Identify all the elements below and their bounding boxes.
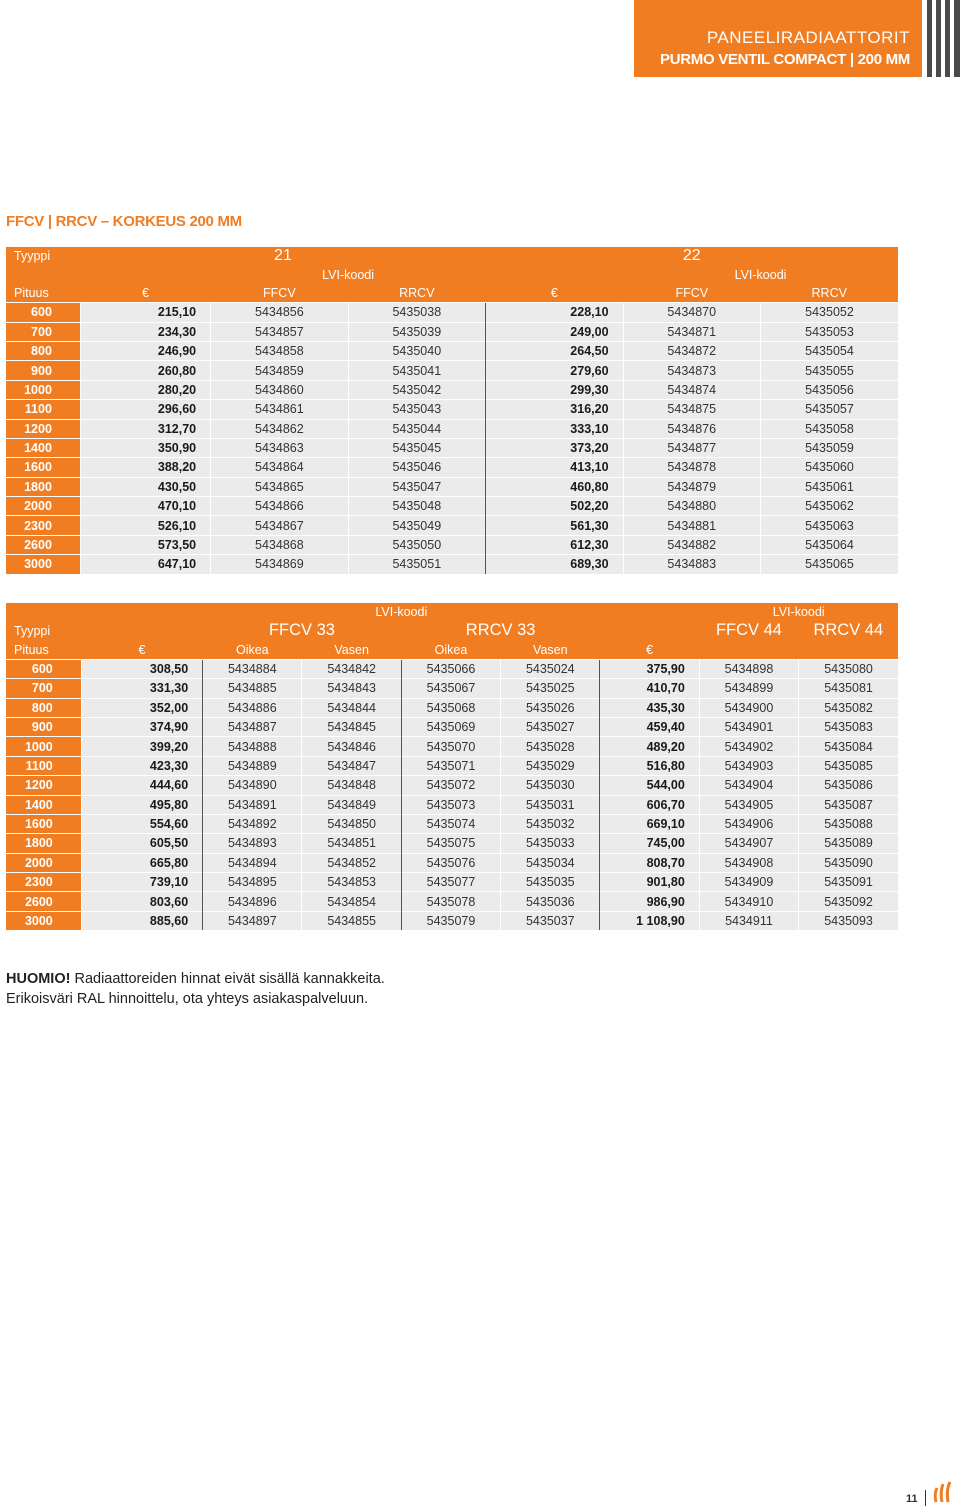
row-lvi-code: 5434856	[211, 303, 348, 322]
row-length: 800	[6, 341, 80, 360]
row-price: 234,30	[80, 322, 210, 341]
table2-type-label: Tyyppi	[6, 621, 81, 640]
row-lvi-code: 5434876	[623, 419, 760, 438]
row-lvi-code: 5434888	[203, 737, 302, 756]
row-lvi-code: 5434892	[203, 814, 302, 833]
row-price: 215,10	[80, 303, 210, 322]
row-lvi-code: 5435048	[348, 497, 485, 516]
row-lvi-code: 5434880	[623, 497, 760, 516]
row-lvi-code: 5434843	[302, 679, 401, 698]
table-row	[6, 814, 898, 833]
table2-euro-b: €	[600, 640, 699, 659]
row-price: 647,10	[80, 555, 210, 574]
row-lvi-code: 5434895	[203, 873, 302, 892]
note-line2: Erikoisväri RAL hinnoittelu, ota yhteys asiakaspalveluun.	[6, 991, 369, 1007]
row-price: 502,20	[486, 497, 623, 516]
table1-header-type	[6, 247, 898, 265]
table1-length-label: Pituus	[6, 284, 80, 303]
row-lvi-code: 5434896	[203, 892, 302, 911]
row-length: 700	[6, 322, 80, 341]
row-lvi-code: 5434898	[699, 659, 798, 678]
row-lvi-code: 5435051	[348, 555, 485, 574]
row-lvi-code: 5435044	[348, 419, 485, 438]
table1-ffcv-b: FFCV	[623, 284, 760, 303]
row-lvi-code: 5434890	[203, 776, 302, 795]
row-price: 312,70	[80, 419, 210, 438]
table-row	[6, 535, 898, 554]
table-row	[6, 322, 898, 341]
header-stripes-decoration	[927, 0, 960, 77]
row-length: 3000	[6, 911, 81, 930]
row-lvi-code: 5434847	[302, 756, 401, 775]
row-price: 808,70	[600, 853, 699, 872]
row-lvi-code: 5435085	[799, 756, 898, 775]
row-price: 350,90	[80, 438, 210, 457]
table1-euro-a: €	[80, 284, 210, 303]
row-price: 516,80	[600, 756, 699, 775]
row-lvi-code: 5435061	[761, 477, 899, 496]
row-lvi-code: 5434872	[623, 341, 760, 360]
row-lvi-code: 5434910	[699, 892, 798, 911]
row-price: 399,20	[81, 737, 202, 756]
row-lvi-code: 5434902	[699, 737, 798, 756]
row-lvi-code: 5434882	[623, 535, 760, 554]
row-price: 430,50	[80, 477, 210, 496]
row-price: 316,20	[486, 400, 623, 419]
table-row	[6, 892, 898, 911]
row-lvi-code: 5435090	[799, 853, 898, 872]
row-lvi-code: 5435045	[348, 438, 485, 457]
row-lvi-code: 5435027	[501, 717, 600, 736]
row-lvi-code: 5435062	[761, 497, 899, 516]
row-lvi-code: 5434879	[623, 477, 760, 496]
row-price: 388,20	[80, 458, 210, 477]
row-price: 444,60	[81, 776, 202, 795]
row-lvi-code: 5435078	[401, 892, 500, 911]
table-row	[6, 853, 898, 872]
row-lvi-code: 5434904	[699, 776, 798, 795]
table-row	[6, 516, 898, 535]
row-lvi-code: 5435063	[761, 516, 899, 535]
row-lvi-code: 5435066	[401, 659, 500, 678]
row-lvi-code: 5435080	[799, 659, 898, 678]
row-lvi-code: 5435073	[401, 795, 500, 814]
row-lvi-code: 5435059	[761, 438, 899, 457]
row-price: 249,00	[486, 322, 623, 341]
table2-vasen-a: Vasen	[302, 640, 401, 659]
row-lvi-code: 5435024	[501, 659, 600, 678]
row-lvi-code: 5434864	[211, 458, 348, 477]
price-table-33-44	[6, 603, 898, 930]
row-length: 1800	[6, 834, 81, 853]
table-row	[6, 400, 898, 419]
row-lvi-code: 5434859	[211, 361, 348, 380]
row-lvi-code: 5435039	[348, 322, 485, 341]
row-lvi-code: 5435089	[799, 834, 898, 853]
row-lvi-code: 5435081	[799, 679, 898, 698]
row-price: 803,60	[81, 892, 202, 911]
row-lvi-code: 5434908	[699, 853, 798, 872]
row-price: 435,30	[600, 698, 699, 717]
note-label: HUOMIO!	[6, 971, 71, 987]
row-lvi-code: 5434906	[699, 814, 798, 833]
note	[6, 969, 385, 1009]
row-lvi-code: 5435071	[401, 756, 500, 775]
row-lvi-code: 5435038	[348, 303, 485, 322]
row-lvi-code: 5434903	[699, 756, 798, 775]
row-lvi-code: 5435041	[348, 361, 485, 380]
row-lvi-code: 5434861	[211, 400, 348, 419]
row-lvi-code: 5435087	[799, 795, 898, 814]
row-lvi-code: 5434845	[302, 717, 401, 736]
row-price: 986,90	[600, 892, 699, 911]
header-banner	[634, 0, 922, 77]
row-lvi-code: 5435034	[501, 853, 600, 872]
row-lvi-code: 5435082	[799, 698, 898, 717]
row-lvi-code: 5435060	[761, 458, 899, 477]
row-lvi-code: 5435053	[761, 322, 899, 341]
row-lvi-code: 5435057	[761, 400, 899, 419]
row-price: 739,10	[81, 873, 202, 892]
row-lvi-code: 5435069	[401, 717, 500, 736]
row-price: 410,70	[600, 679, 699, 698]
row-lvi-code: 5435065	[761, 555, 899, 574]
row-lvi-code: 5434897	[203, 911, 302, 930]
row-lvi-code: 5435072	[401, 776, 500, 795]
row-length: 1000	[6, 380, 80, 399]
table-row	[6, 659, 898, 678]
row-lvi-code: 5434874	[623, 380, 760, 399]
row-lvi-code: 5434848	[302, 776, 401, 795]
row-lvi-code: 5434867	[211, 516, 348, 535]
header-category: PANEELIRADIAATTORIT	[706, 28, 910, 47]
row-lvi-code: 5434911	[699, 911, 798, 930]
row-price: 489,20	[600, 737, 699, 756]
table2-group-rrcv33: RRCV 33	[401, 621, 600, 640]
row-lvi-code: 5434866	[211, 497, 348, 516]
row-lvi-code: 5434885	[203, 679, 302, 698]
row-price: 526,10	[80, 516, 210, 535]
page-number: 11	[906, 1493, 918, 1505]
table-row	[6, 303, 898, 322]
row-lvi-code: 5434889	[203, 756, 302, 775]
row-lvi-code: 5434863	[211, 438, 348, 457]
row-lvi-code: 5434852	[302, 853, 401, 872]
row-lvi-code: 5434887	[203, 717, 302, 736]
row-lvi-code: 5435046	[348, 458, 485, 477]
row-lvi-code: 5435028	[501, 737, 600, 756]
row-length: 900	[6, 361, 80, 380]
row-price: 612,30	[486, 535, 623, 554]
row-price: 544,00	[600, 776, 699, 795]
row-length: 2000	[6, 853, 81, 872]
row-lvi-code: 5434883	[623, 555, 760, 574]
row-price: 296,60	[80, 400, 210, 419]
table-row	[6, 698, 898, 717]
row-lvi-code: 5435035	[501, 873, 600, 892]
table1-type-label: Tyyppi	[6, 247, 80, 265]
row-length: 2300	[6, 873, 81, 892]
row-lvi-code: 5434901	[699, 717, 798, 736]
row-lvi-code: 5435074	[401, 814, 500, 833]
brand-logo-icon	[933, 1480, 955, 1504]
row-lvi-code: 5434871	[623, 322, 760, 341]
table2-lvi-a: LVI-koodi	[203, 603, 600, 621]
row-price: 373,20	[486, 438, 623, 457]
row-lvi-code: 5435084	[799, 737, 898, 756]
row-price: 459,40	[600, 717, 699, 736]
table-row	[6, 717, 898, 736]
row-lvi-code: 5435067	[401, 679, 500, 698]
table2-header-type	[6, 621, 898, 640]
row-lvi-code: 5434870	[623, 303, 760, 322]
row-lvi-code: 5434909	[699, 873, 798, 892]
table-row	[6, 873, 898, 892]
row-length: 1000	[6, 737, 81, 756]
table1-header-cols	[6, 284, 898, 303]
table2-group-rrcv44: RRCV 44	[799, 621, 898, 640]
row-lvi-code: 5434907	[699, 834, 798, 853]
row-lvi-code: 5434858	[211, 341, 348, 360]
row-lvi-code: 5435058	[761, 419, 899, 438]
table-row	[6, 341, 898, 360]
row-lvi-code: 5434899	[699, 679, 798, 698]
row-lvi-code: 5435077	[401, 873, 500, 892]
table2-lvi-b: LVI-koodi	[699, 603, 898, 621]
row-lvi-code: 5435056	[761, 380, 899, 399]
table1-ffcv-a: FFCV	[211, 284, 348, 303]
row-price: 554,60	[81, 814, 202, 833]
table2-oikea-b: Oikea	[401, 640, 500, 659]
price-table-21-22	[6, 247, 898, 574]
table2-header-cols	[6, 640, 898, 659]
row-lvi-code: 5435088	[799, 814, 898, 833]
row-lvi-code: 5435079	[401, 911, 500, 930]
row-lvi-code: 5435047	[348, 477, 485, 496]
row-price: 413,10	[486, 458, 623, 477]
row-lvi-code: 5435076	[401, 853, 500, 872]
section-title: FFCV | RRCV – KORKEUS 200 MM	[6, 213, 242, 230]
row-length: 2600	[6, 535, 80, 554]
table2-header-lvi	[6, 603, 898, 621]
row-lvi-code: 5435029	[501, 756, 600, 775]
row-lvi-code: 5434868	[211, 535, 348, 554]
row-price: 260,80	[80, 361, 210, 380]
table-row	[6, 458, 898, 477]
row-price: 374,90	[81, 717, 202, 736]
row-lvi-code: 5435050	[348, 535, 485, 554]
row-lvi-code: 5434869	[211, 555, 348, 574]
table1-group-22: 22	[486, 247, 898, 265]
table2-vasen-b: Vasen	[501, 640, 600, 659]
row-lvi-code: 5435030	[501, 776, 600, 795]
row-length: 1800	[6, 477, 80, 496]
row-length: 800	[6, 698, 81, 717]
row-price: 228,10	[486, 303, 623, 322]
row-lvi-code: 5435054	[761, 341, 899, 360]
row-lvi-code: 5435070	[401, 737, 500, 756]
row-lvi-code: 5435055	[761, 361, 899, 380]
row-lvi-code: 5435086	[799, 776, 898, 795]
row-lvi-code: 5434857	[211, 322, 348, 341]
row-lvi-code: 5434844	[302, 698, 401, 717]
table-row	[6, 911, 898, 930]
row-lvi-code: 5434886	[203, 698, 302, 717]
table-row	[6, 361, 898, 380]
table2-group-ffcv33: FFCV 33	[203, 621, 402, 640]
row-price: 606,70	[600, 795, 699, 814]
row-lvi-code: 5434884	[203, 659, 302, 678]
row-lvi-code: 5435092	[799, 892, 898, 911]
row-price: 901,80	[600, 873, 699, 892]
row-length: 600	[6, 659, 81, 678]
row-length: 1100	[6, 400, 80, 419]
row-lvi-code: 5435083	[799, 717, 898, 736]
row-length: 3000	[6, 555, 80, 574]
table1-header-lvi	[6, 265, 898, 283]
row-lvi-code: 5434860	[211, 380, 348, 399]
row-lvi-code: 5434891	[203, 795, 302, 814]
row-lvi-code: 5434881	[623, 516, 760, 535]
table-row	[6, 438, 898, 457]
row-lvi-code: 5435049	[348, 516, 485, 535]
row-price: 669,10	[600, 814, 699, 833]
note-line1: Radiaattoreiden hinnat eivät sisällä kannakkeita.	[70, 971, 385, 987]
table2-oikea-a: Oikea	[203, 640, 302, 659]
row-price: 1 108,90	[600, 911, 699, 930]
row-length: 600	[6, 303, 80, 322]
table1-lvi-a: LVI-koodi	[211, 265, 486, 283]
row-lvi-code: 5435025	[501, 679, 600, 698]
table1-rrcv-a: RRCV	[348, 284, 485, 303]
row-price: 264,50	[486, 341, 623, 360]
row-price: 352,00	[81, 698, 202, 717]
row-lvi-code: 5434905	[699, 795, 798, 814]
row-lvi-code: 5435075	[401, 834, 500, 853]
table-row	[6, 555, 898, 574]
table-row	[6, 834, 898, 853]
row-lvi-code: 5435026	[501, 698, 600, 717]
row-lvi-code: 5434849	[302, 795, 401, 814]
row-lvi-code: 5435068	[401, 698, 500, 717]
row-length: 900	[6, 717, 81, 736]
row-lvi-code: 5435036	[501, 892, 600, 911]
row-price: 279,60	[486, 361, 623, 380]
row-price: 885,60	[81, 911, 202, 930]
table-row	[6, 380, 898, 399]
row-length: 2300	[6, 516, 80, 535]
row-lvi-code: 5435040	[348, 341, 485, 360]
row-lvi-code: 5435093	[799, 911, 898, 930]
row-length: 1100	[6, 756, 81, 775]
row-price: 470,10	[80, 497, 210, 516]
table-row	[6, 419, 898, 438]
row-lvi-code: 5434851	[302, 834, 401, 853]
row-price: 333,10	[486, 419, 623, 438]
row-price: 460,80	[486, 477, 623, 496]
row-price: 665,80	[81, 853, 202, 872]
page-divider	[925, 1490, 926, 1506]
table-row	[6, 776, 898, 795]
row-price: 689,30	[486, 555, 623, 574]
table2-euro-a: €	[81, 640, 202, 659]
row-length: 1200	[6, 419, 80, 438]
row-price: 495,80	[81, 795, 202, 814]
row-lvi-code: 5435042	[348, 380, 485, 399]
row-lvi-code: 5434862	[211, 419, 348, 438]
table2-length-label: Pituus	[6, 640, 81, 659]
row-price: 561,30	[486, 516, 623, 535]
row-price: 308,50	[81, 659, 202, 678]
row-length: 1200	[6, 776, 81, 795]
row-lvi-code: 5434842	[302, 659, 401, 678]
row-lvi-code: 5434893	[203, 834, 302, 853]
row-lvi-code: 5434900	[699, 698, 798, 717]
table1-group-21: 21	[80, 247, 485, 265]
row-lvi-code: 5435033	[501, 834, 600, 853]
row-lvi-code: 5434894	[203, 853, 302, 872]
row-lvi-code: 5434875	[623, 400, 760, 419]
row-price: 375,90	[600, 659, 699, 678]
row-lvi-code: 5434877	[623, 438, 760, 457]
table-row	[6, 477, 898, 496]
header-product: PURMO VENTIL COMPACT | 200 MM	[660, 51, 910, 68]
row-length: 2600	[6, 892, 81, 911]
row-price: 299,30	[486, 380, 623, 399]
row-lvi-code: 5434855	[302, 911, 401, 930]
row-lvi-code: 5435091	[799, 873, 898, 892]
row-lvi-code: 5435043	[348, 400, 485, 419]
row-price: 246,90	[80, 341, 210, 360]
row-lvi-code: 5435031	[501, 795, 600, 814]
table-row	[6, 756, 898, 775]
row-lvi-code: 5434850	[302, 814, 401, 833]
row-price: 331,30	[81, 679, 202, 698]
row-lvi-code: 5434873	[623, 361, 760, 380]
row-lvi-code: 5434854	[302, 892, 401, 911]
row-length: 2000	[6, 497, 80, 516]
row-lvi-code: 5435052	[761, 303, 899, 322]
table1-euro-b: €	[486, 284, 623, 303]
row-lvi-code: 5435064	[761, 535, 899, 554]
table-row	[6, 497, 898, 516]
table1-lvi-b: LVI-koodi	[623, 265, 898, 283]
row-lvi-code: 5435032	[501, 814, 600, 833]
row-lvi-code: 5434853	[302, 873, 401, 892]
row-price: 280,20	[80, 380, 210, 399]
row-length: 1400	[6, 438, 80, 457]
row-lvi-code: 5434846	[302, 737, 401, 756]
row-length: 1600	[6, 814, 81, 833]
row-lvi-code: 5435037	[501, 911, 600, 930]
row-price: 423,30	[81, 756, 202, 775]
table-row	[6, 737, 898, 756]
table-row	[6, 795, 898, 814]
row-price: 605,50	[81, 834, 202, 853]
row-length: 1600	[6, 458, 80, 477]
row-lvi-code: 5434865	[211, 477, 348, 496]
table-row	[6, 679, 898, 698]
row-price: 573,50	[80, 535, 210, 554]
table2-group-ffcv44: FFCV 44	[699, 621, 798, 640]
row-price: 745,00	[600, 834, 699, 853]
row-lvi-code: 5434878	[623, 458, 760, 477]
row-length: 1400	[6, 795, 81, 814]
row-length: 700	[6, 679, 81, 698]
table1-rrcv-b: RRCV	[761, 284, 899, 303]
